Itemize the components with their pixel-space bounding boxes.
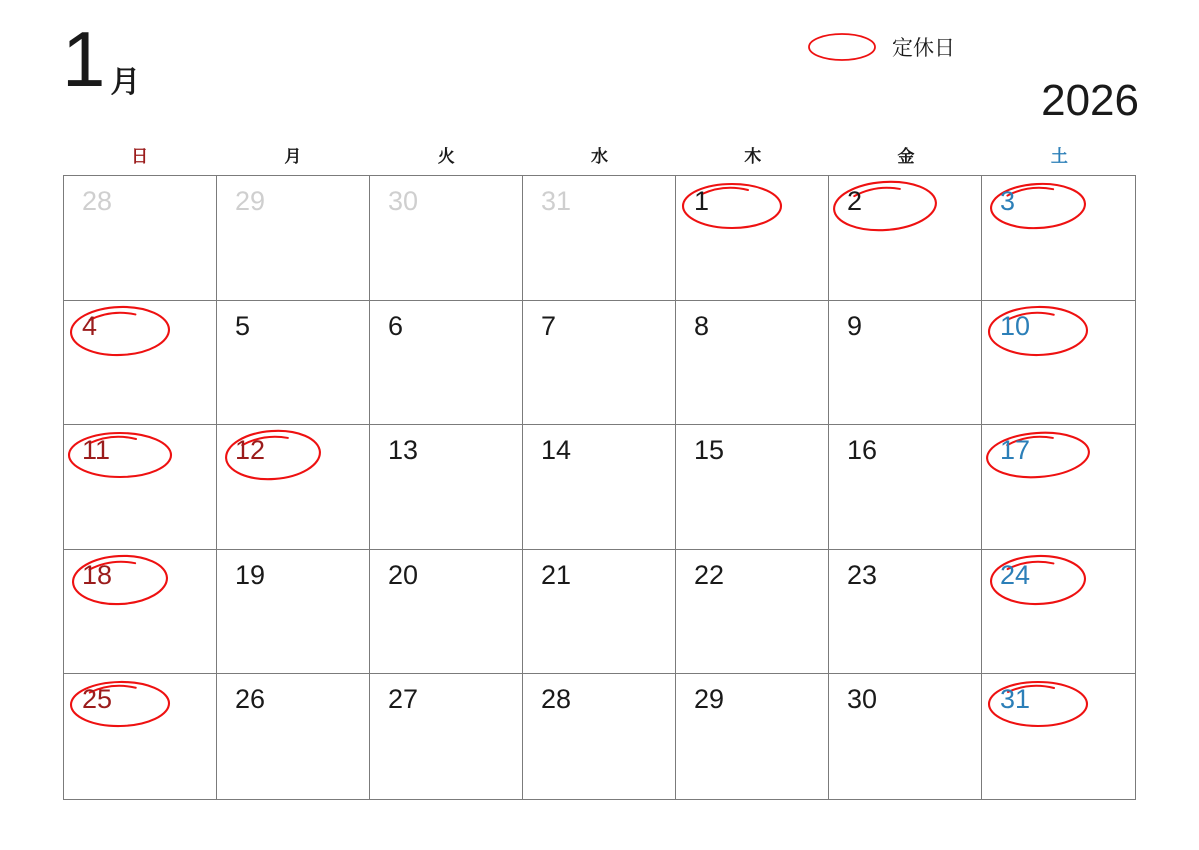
calendar-day-cell[interactable] [829, 176, 982, 301]
calendar-day-cell[interactable] [370, 176, 523, 301]
day-number: 24 [1000, 559, 1031, 590]
calendar-day-cell[interactable] [64, 301, 217, 426]
calendar-day-cell[interactable] [523, 674, 676, 799]
month-title [62, 15, 141, 103]
calendar-day-cell[interactable] [982, 674, 1135, 799]
calendar-day-cell[interactable] [523, 550, 676, 675]
weekday-sunday: 日 [131, 147, 149, 166]
day-number: 9 [847, 310, 863, 341]
calendar-day-cell[interactable] [370, 674, 523, 799]
day-number: 23 [847, 559, 878, 590]
day-number: 14 [541, 435, 572, 466]
day-number: 15 [694, 435, 725, 466]
month-number: 1 [62, 15, 105, 103]
calendar-day-cell[interactable] [676, 425, 829, 550]
day-number: 31 [1000, 684, 1031, 715]
day-number: 5 [235, 310, 251, 341]
day-number: 3 [1000, 186, 1016, 216]
calendar-day-cell[interactable] [64, 425, 217, 550]
day-number: 17 [1000, 435, 1031, 466]
weekday-thursday: 木 [744, 147, 762, 166]
calendar-day-cell[interactable] [676, 550, 829, 675]
calendar-day-cell[interactable] [370, 301, 523, 426]
legend [806, 28, 955, 66]
calendar-day-cell[interactable] [829, 674, 982, 799]
day-number: 25 [82, 684, 113, 715]
day-number: 7 [541, 310, 557, 341]
calendar-day-cell[interactable] [217, 550, 370, 675]
day-number: 19 [235, 559, 266, 590]
day-number: 4 [82, 310, 98, 341]
day-number: 8 [694, 310, 710, 341]
day-number: 26 [235, 684, 266, 715]
day-number: 27 [388, 684, 419, 715]
day-number: 28 [541, 684, 572, 715]
day-number: 1 [694, 186, 710, 216]
calendar-day-cell[interactable] [982, 550, 1135, 675]
weekday-tuesday: 火 [437, 147, 455, 166]
calendar-day-cell[interactable] [676, 301, 829, 426]
calendar-grid [63, 175, 1136, 800]
day-number: 18 [82, 559, 113, 590]
calendar-day-cell[interactable] [217, 425, 370, 550]
day-number: 30 [847, 684, 878, 715]
day-number: 13 [388, 435, 419, 466]
calendar-day-cell[interactable] [217, 176, 370, 301]
calendar-day-cell[interactable] [523, 176, 676, 301]
day-number: 31 [541, 186, 572, 216]
calendar-day-cell[interactable] [982, 176, 1135, 301]
calendar-header [0, 0, 1199, 140]
month-kanji-label: 月 [110, 66, 141, 99]
day-number: 20 [388, 559, 419, 590]
calendar-day-cell[interactable] [829, 301, 982, 426]
day-number: 29 [694, 684, 725, 715]
weekday-saturday: 土 [1050, 147, 1068, 166]
legend-label: 定休日 [892, 37, 955, 60]
calendar-day-cell[interactable] [64, 176, 217, 301]
calendar-day-cell[interactable] [64, 550, 217, 675]
year-label: 2026 [1041, 76, 1139, 125]
day-number: 6 [388, 310, 404, 341]
day-number: 29 [235, 186, 266, 216]
day-number: 10 [1000, 310, 1031, 341]
calendar-day-cell[interactable] [676, 674, 829, 799]
calendar-day-cell[interactable] [829, 425, 982, 550]
calendar-day-cell[interactable] [370, 425, 523, 550]
day-number: 2 [847, 186, 863, 216]
weekday-wednesday: 水 [590, 147, 608, 166]
day-number: 12 [235, 435, 266, 466]
calendar-day-cell[interactable] [523, 301, 676, 426]
calendar-day-cell[interactable] [676, 176, 829, 301]
calendar-day-cell[interactable] [370, 550, 523, 675]
weekday-monday: 月 [284, 147, 302, 166]
calendar-day-cell[interactable] [64, 674, 217, 799]
calendar-day-cell[interactable] [217, 301, 370, 426]
weekday-header-row [63, 142, 1136, 167]
calendar-day-cell[interactable] [217, 674, 370, 799]
calendar-day-cell[interactable] [829, 550, 982, 675]
calendar-day-cell[interactable] [523, 425, 676, 550]
day-number: 11 [82, 435, 111, 466]
red-ellipse-mark-icon [806, 28, 878, 66]
calendar-day-cell[interactable] [982, 301, 1135, 426]
day-number: 22 [694, 559, 725, 590]
day-number: 21 [541, 559, 572, 590]
calendar-day-cell[interactable] [982, 425, 1135, 550]
day-number: 16 [847, 435, 878, 466]
weekday-friday: 金 [897, 147, 915, 166]
day-number: 28 [82, 186, 113, 216]
day-number: 30 [388, 186, 419, 216]
